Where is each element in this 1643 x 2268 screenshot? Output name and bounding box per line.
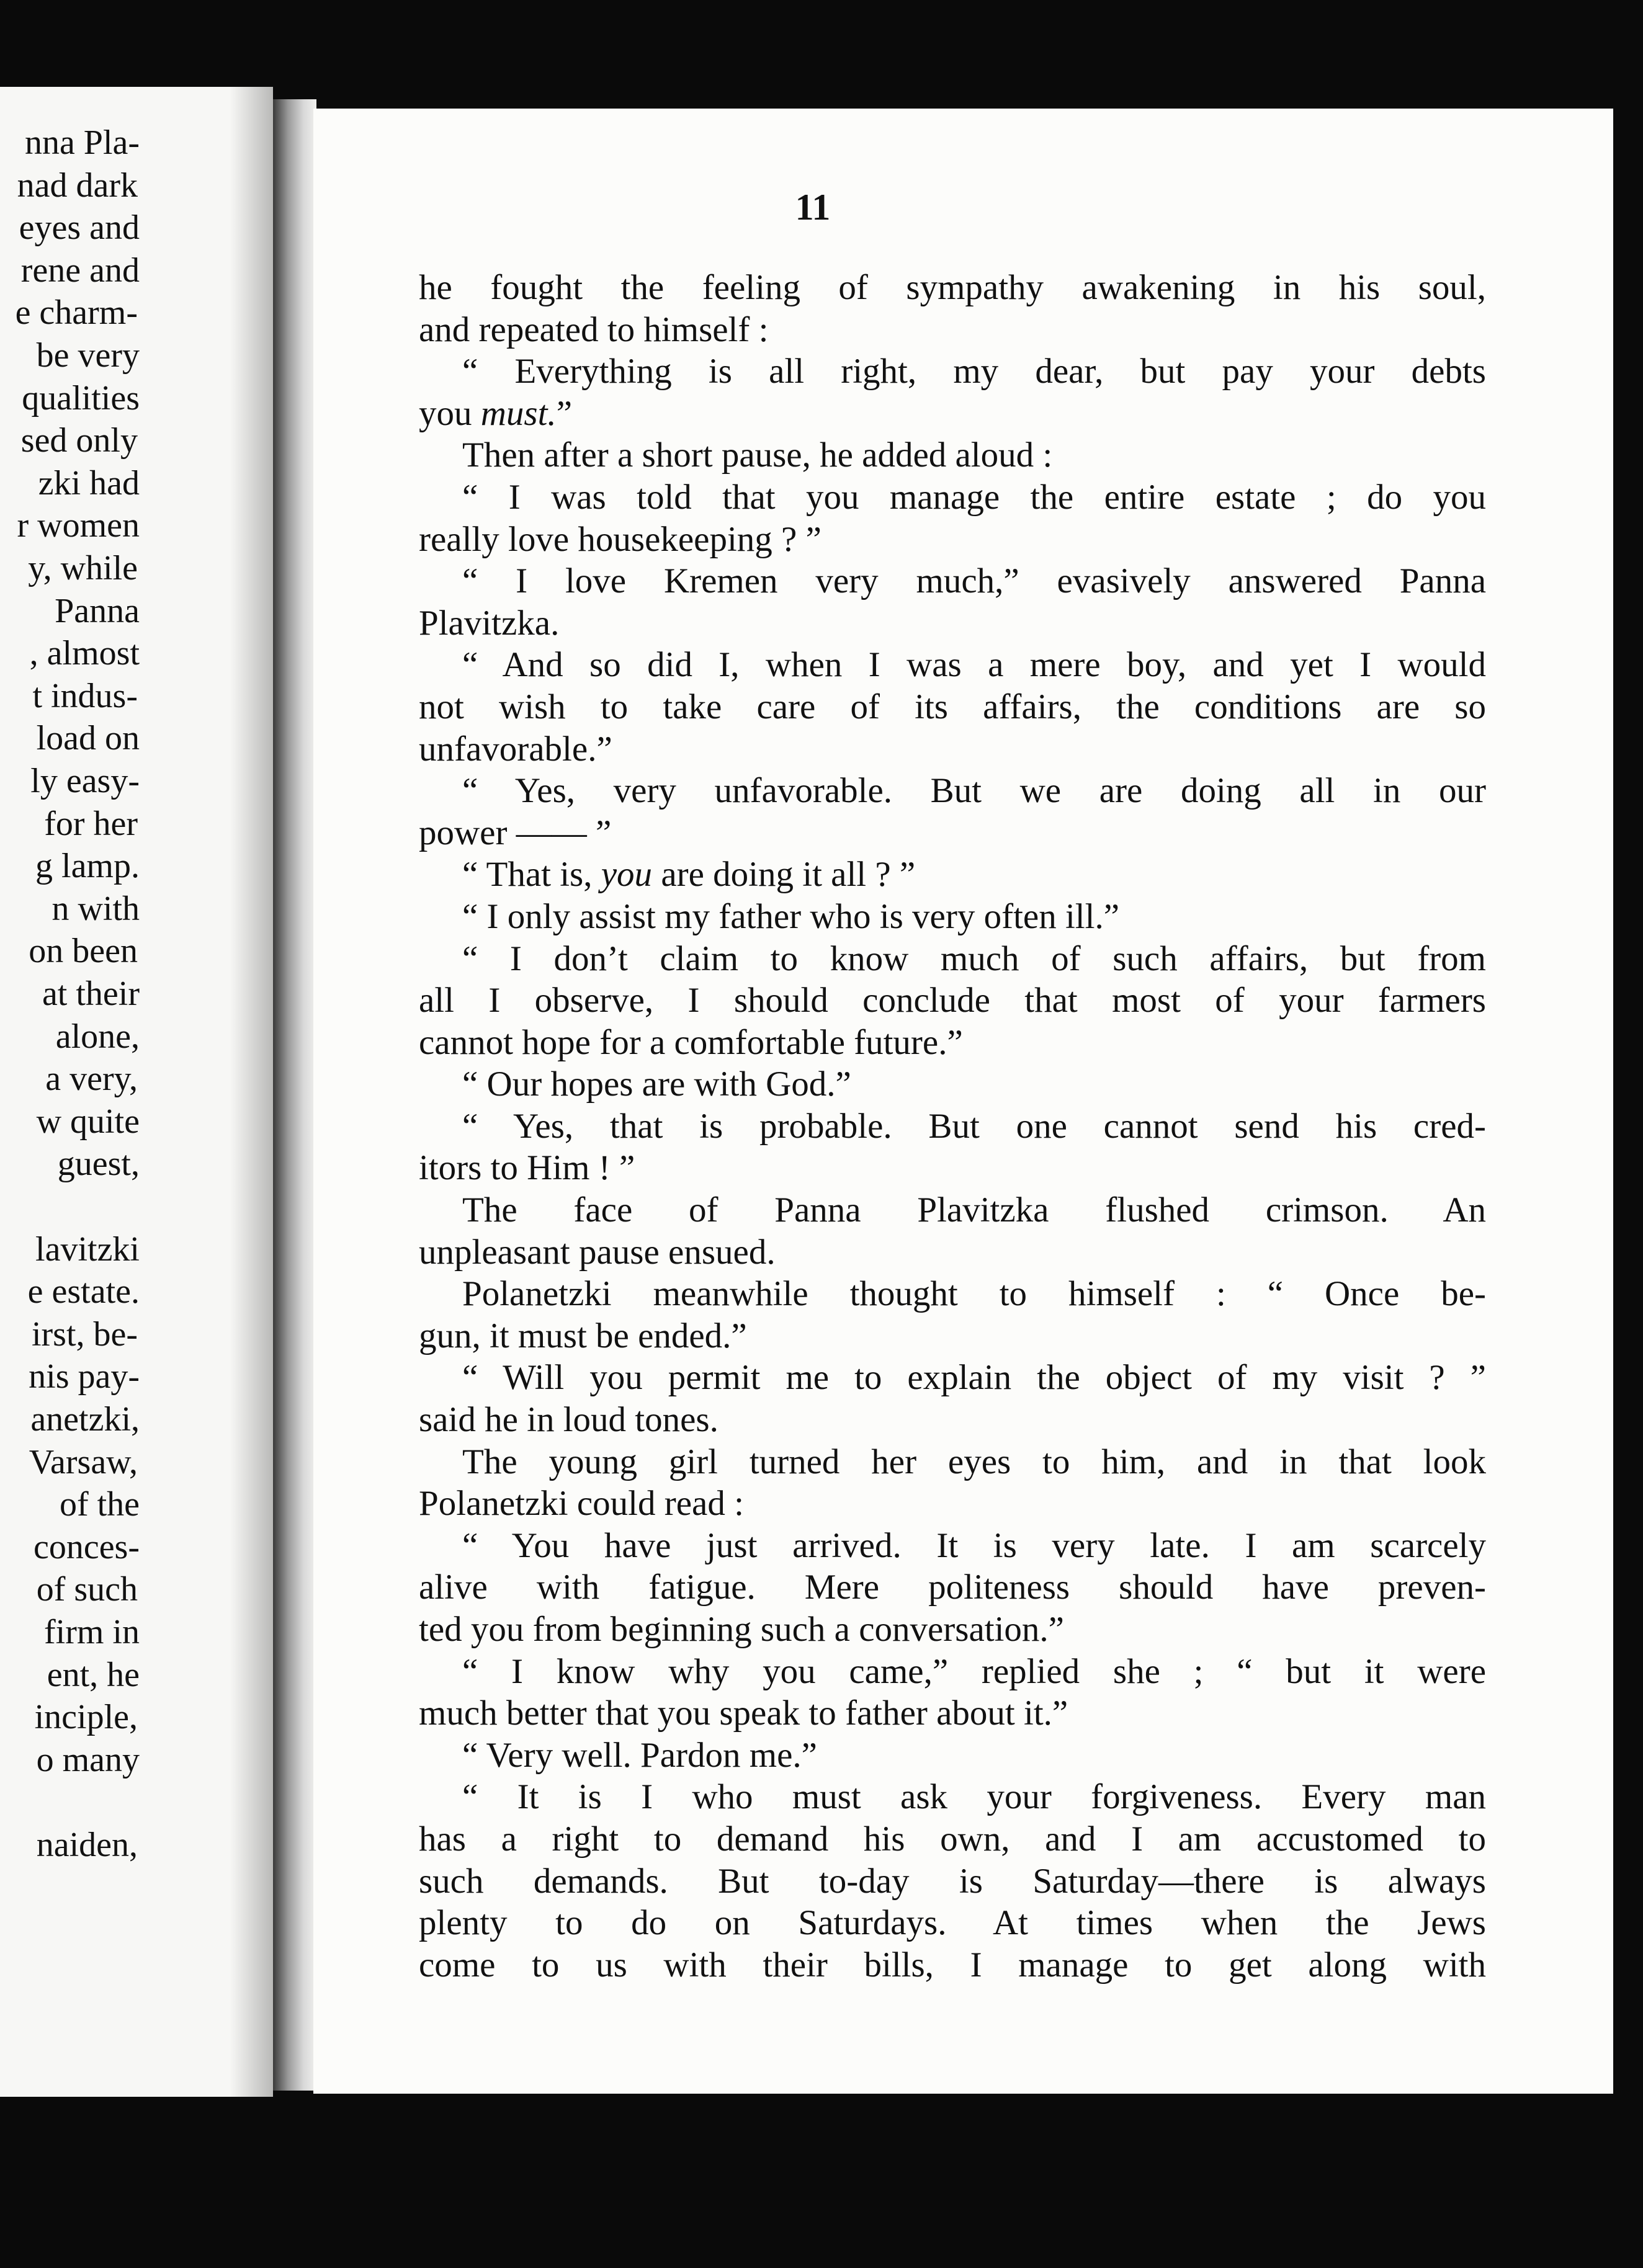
previous-page-line: nis pay- [29, 1357, 140, 1396]
text-line: unfavorable.” [419, 729, 612, 769]
text-line: “ I was told that you manage the entire estate ; do you [462, 477, 1486, 517]
text-line [419, 854, 1486, 896]
previous-page-line: alone, [55, 1017, 140, 1056]
page-body-text [419, 267, 1486, 1986]
previous-page-line: t indus- [32, 676, 138, 715]
page-edge-shadow [230, 87, 273, 2097]
text-line: power —— ” [419, 813, 612, 852]
italic-emphasis: must. [480, 393, 557, 433]
previous-page-line: y, while [28, 549, 138, 587]
text-line: really love housekeeping ? ” [419, 519, 822, 559]
text-line: all I observe, I should conclude that most of your farmers [419, 981, 1486, 1020]
text-line: and repeated to himself : [419, 310, 769, 349]
text-line: such demands. But to-day is Saturday—there is always [419, 1861, 1486, 1901]
text-line: “ It is I who must ask your forgiveness. Every man [462, 1777, 1486, 1817]
book-gutter [273, 99, 316, 2091]
previous-page-line: conces- [33, 1527, 140, 1566]
text-segment: are doing it all ? ” [652, 855, 916, 895]
previous-page-line: Varsaw, [29, 1442, 138, 1481]
previous-page-line: anetzki, [30, 1400, 140, 1439]
text-line: gun, it must be ended.” [419, 1316, 747, 1355]
previous-page-line: on been [29, 932, 138, 971]
previous-page-line: be very [36, 336, 140, 375]
previous-page-line: o many [36, 1740, 140, 1779]
previous-page-line: firm in [44, 1613, 140, 1651]
text-line: alive with fatigue. Mere politeness should have preven- [419, 1568, 1486, 1607]
previous-page-line: ly easy- [30, 762, 140, 800]
text-line: Then after a short pause, he added aloud : [462, 435, 1053, 475]
previous-page-line: load on [36, 719, 140, 758]
previous-page-line: irst, be- [31, 1315, 138, 1354]
text-line: “ And so did I, when I was a mere boy, and yet I would [462, 645, 1486, 685]
previous-page-line: nna Pla- [24, 123, 140, 162]
previous-page-line: ent, he [47, 1655, 140, 1694]
text-line: unpleasant pause ensued. [419, 1232, 776, 1272]
text-line: “ Will you permit me to explain the object of my visit ? ” [462, 1358, 1486, 1398]
text-line: “ I only assist my father who is very often ill.” [462, 896, 1120, 936]
text-line: “ I love Kremen very much,” evasively answered Panna [462, 561, 1486, 601]
text-line: plenty to do on Saturdays. At times when the Jews [419, 1903, 1486, 1943]
previous-page-line: naiden, [36, 1826, 138, 1864]
text-line: Plavitzka. [419, 603, 560, 643]
text-segment: you [419, 393, 481, 433]
italic-emphasis: you [601, 855, 653, 895]
text-line: not wish to take care of its affairs, the conditions are so [419, 687, 1486, 726]
previous-page-line: e charm- [15, 293, 138, 333]
text-line: “ Yes, very unfavorable. But we are doing all in our [462, 771, 1486, 811]
previous-page-line: qualities [22, 378, 140, 417]
text-line: Polanetzki meanwhile thought to himself : “ Once be- [462, 1274, 1486, 1314]
text-line: itors to Him ! ” [419, 1148, 635, 1188]
previous-page-line: lavitzki [35, 1230, 140, 1269]
previous-page-line: g lamp. [35, 847, 140, 886]
previous-page-fragment [0, 87, 273, 2097]
previous-page-line: n with [51, 889, 140, 928]
previous-page-line: guest, [57, 1145, 140, 1184]
previous-page-line: eyes and [19, 208, 140, 248]
text-line: come to us with their bills, I manage to get along with [419, 1945, 1486, 1984]
previous-page-line: w quite [36, 1102, 140, 1141]
text-line: he fought the feeling of sympathy awakening in his soul, [419, 268, 1486, 307]
text-segment: ” [556, 393, 572, 433]
previous-page-line: r women [17, 506, 140, 545]
current-page [313, 109, 1613, 2094]
text-line: Polanetzki could read : [419, 1484, 744, 1524]
previous-page-line: zki had [38, 463, 140, 502]
text-line: has a right to demand his own, and I am accustomed to [419, 1819, 1486, 1859]
page-number: 11 [795, 187, 831, 228]
previous-page-line: at their [42, 975, 140, 1013]
text-segment: “ That is, [462, 855, 601, 895]
previous-page-line: for her [44, 804, 138, 843]
text-line: said he in loud tones. [419, 1400, 719, 1440]
previous-page-line: of the [59, 1485, 140, 1524]
text-line: much better that you speak to father about it.” [419, 1694, 1068, 1733]
text-line: ted you from beginning such a conversation.” [419, 1610, 1064, 1649]
text-line: “ Very well. Pardon me.” [462, 1735, 817, 1775]
previous-page-line: nad dark [17, 166, 138, 205]
text-line: “ Yes, that is probable. But one cannot send his cred- [462, 1106, 1486, 1146]
text-line: “ I don’t claim to know much of such affairs, but from [462, 939, 1486, 978]
previous-page-line: inciple, [34, 1698, 138, 1737]
text-line: “ Everything is all right, my dear, but pay your debts [462, 352, 1486, 391]
previous-page-line: e estate. [27, 1272, 140, 1311]
previous-page-line: of such [36, 1570, 138, 1609]
previous-page-line: , almost [29, 634, 140, 673]
text-line: cannot hope for a comfortable future.” [419, 1022, 963, 1062]
text-line: “ You have just arrived. It is very late. I am scarcely [462, 1525, 1486, 1565]
previous-page-line: Panna [55, 591, 140, 630]
text-line: The young girl turned her eyes to him, and in that look [462, 1442, 1486, 1481]
text-line [419, 393, 1486, 435]
previous-page-line: rene and [20, 251, 140, 290]
text-line: “ I know why you came,” replied she ; “ but it were [462, 1651, 1486, 1691]
previous-page-line: a very, [45, 1060, 138, 1099]
text-line: “ Our hopes are with God.” [462, 1065, 851, 1104]
text-line: The face of Panna Plavitzka flushed crimson. An [462, 1190, 1486, 1230]
previous-page-line: sed only [20, 421, 138, 460]
